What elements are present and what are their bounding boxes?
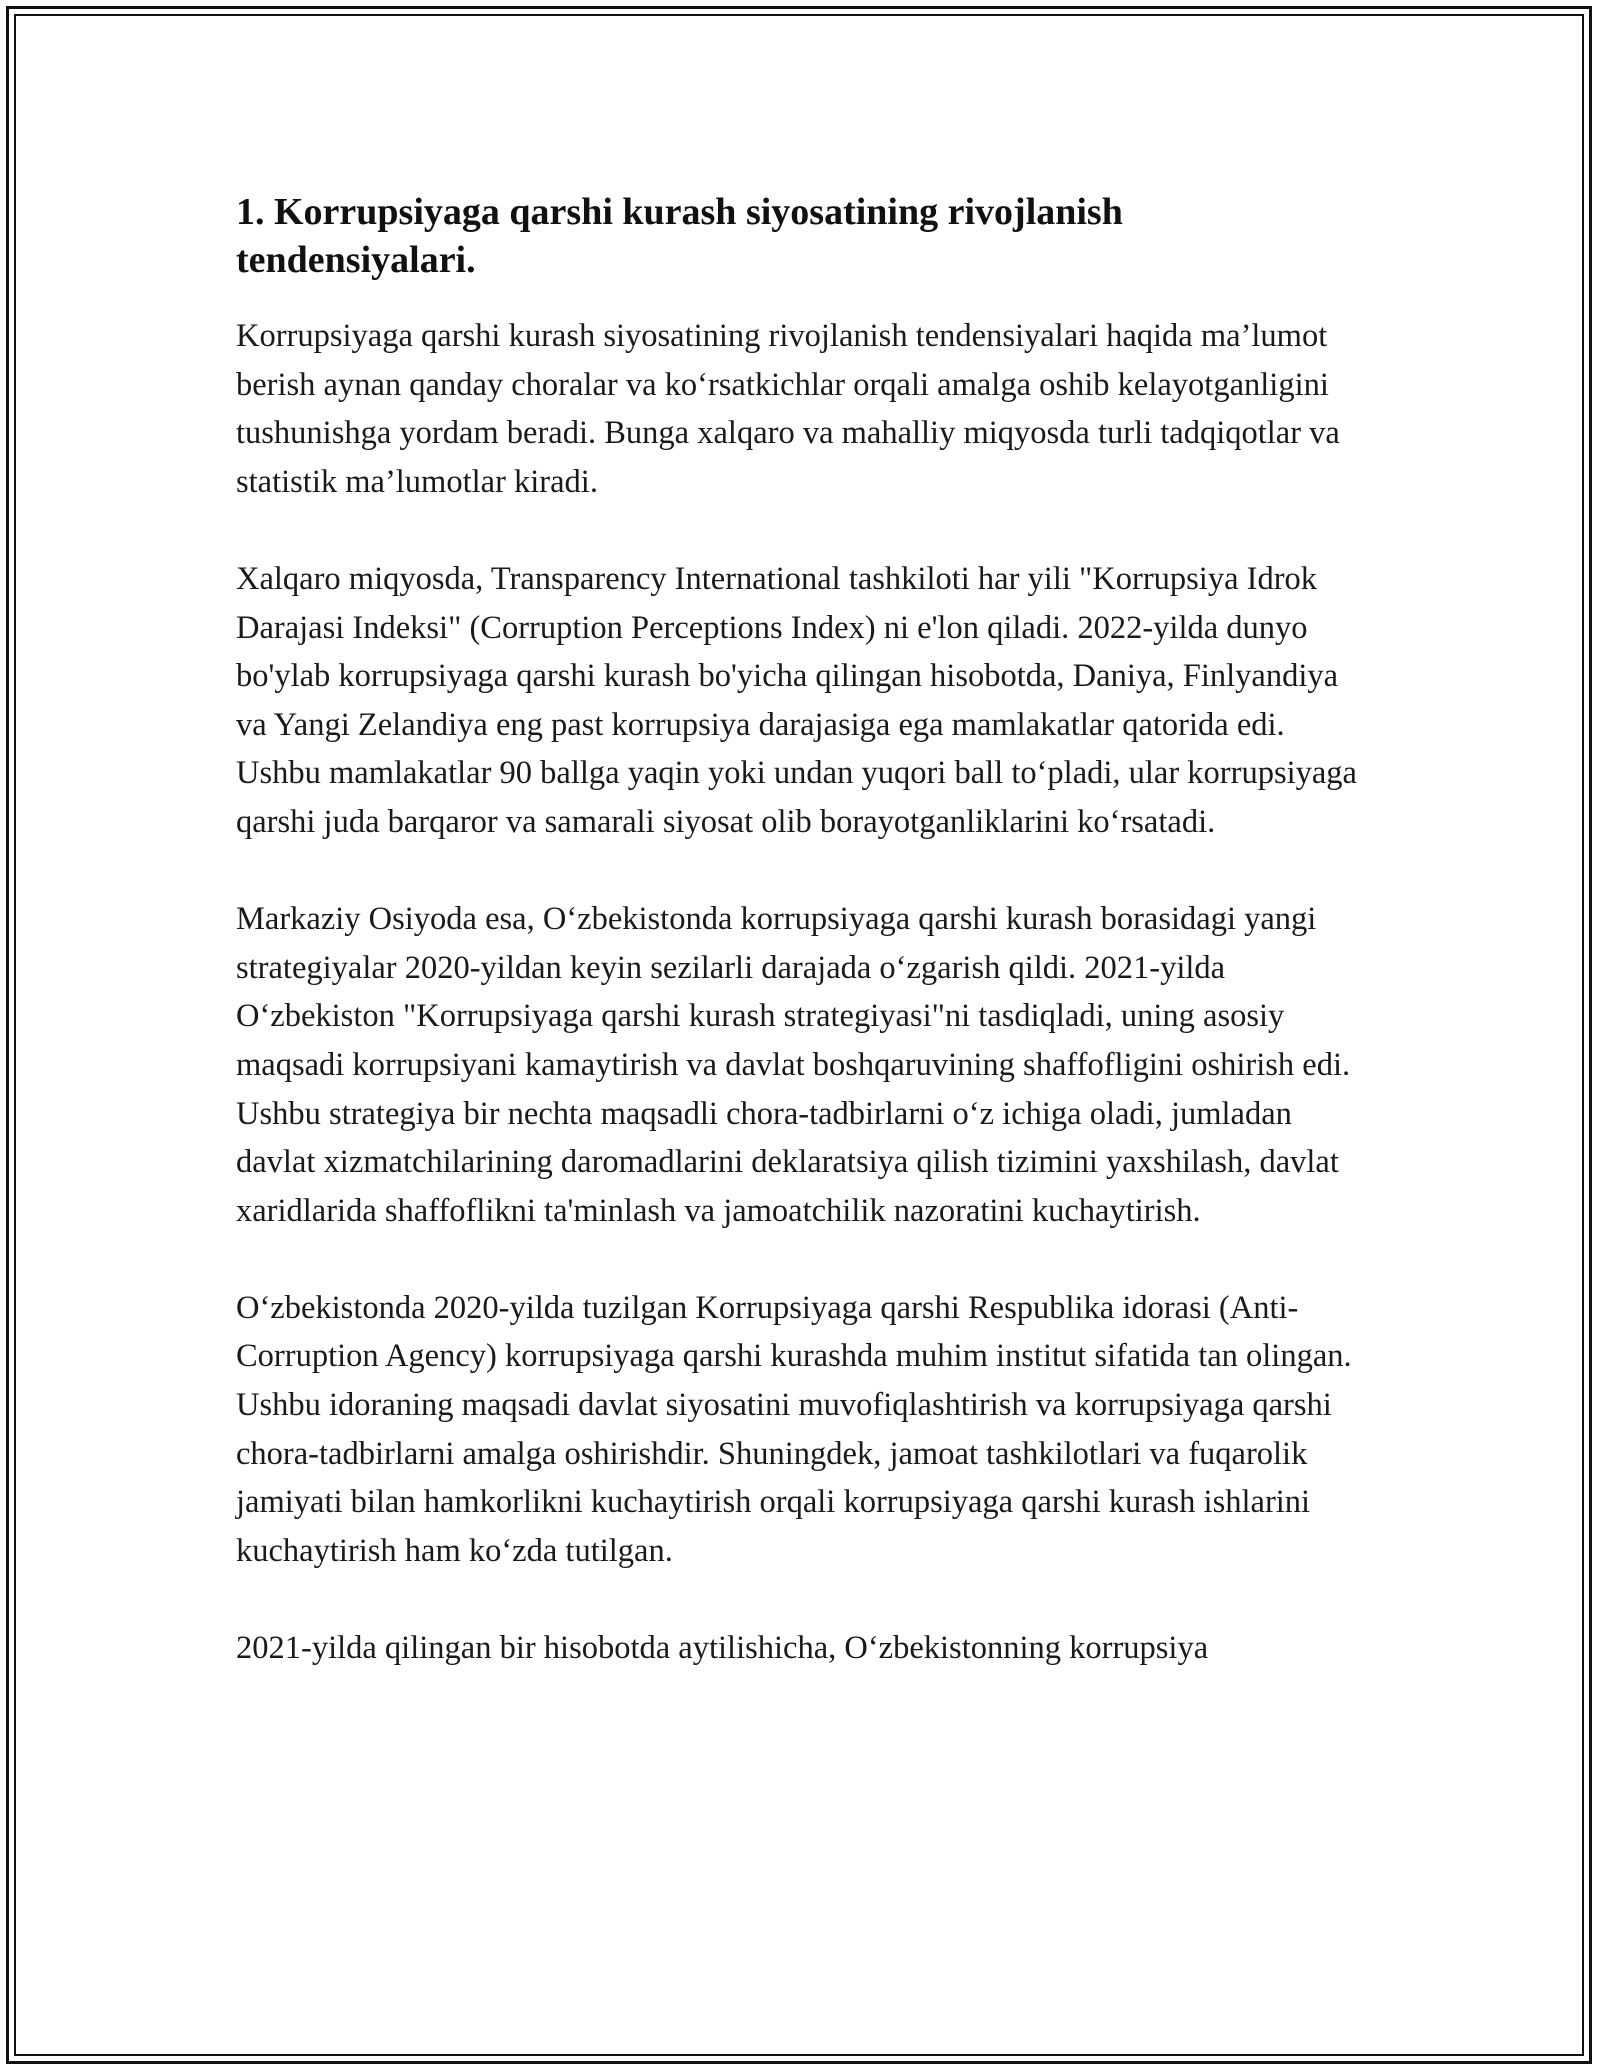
document-page — [236, 188, 1366, 1721]
paragraph-report: 2021-yilda qilingan bir hisobotda aytilishicha, O‘zbekistonning korrupsiya — [236, 1630, 1209, 1667]
paragraph-agency: O‘zbekistonda 2020-yilda tuzilgan Korrupsiyaga qarshi Respublika idorasi (Anti-Corruption Agency) korrupsiyaga qarshi kurashda muhim institut sifatida tan olingan. Ushbu idoraning maqsadi davlat siyosatini muvofiqlashtirish va korrupsiyaga qarshi chora-tadbirlarni amalga oshirishdir. Shuningdek, jamoat tashkilotlari va fuqarolik jamiyati bilan hamkorlikni kuchaytirish orqali korrupsiyaga qarshi kurash ishlarini kuchaytirish ham ko‘zda tutilgan. — [236, 1289, 1352, 1569]
paragraph-international: Xalqaro miqyosda, Transparency International tashkiloti har yili "Korrupsiya Idrok Darajasi Indeksi" (Corruption Perceptions Index) ni e'lon qiladi. 2022-yilda dunyo bo'ylab korrupsiyaga qarshi kurash bo'yicha qilingan hisobotda, Daniya, Finlyandiya va Yangi Zelandiya eng past korrupsiya darajasiga ega mamlakatlar qatorida edi. Ushbu mamlakatlar 90 ballga yaqin yoki undan yuqori ball to‘pladi, ular korrupsiyaga qarshi juda barqaror va samarali siyosat olib borayotganliklarini ko‘rsatadi. — [236, 560, 1357, 840]
paragraph-central-asia: Markaziy Osiyoda esa, O‘zbekistonda korrupsiyaga qarshi kurash borasidagi yangi strategiyalar 2020-yildan keyin sezilarli darajada o‘zgarish qildi. 2021-yilda O‘zbekiston "Korrupsiyaga qarshi kurash strategiyasi"ni tasdiqladi, uning asosiy maqsadi korrupsiyani kamaytirish va davlat boshqaruvining shaffofligini oshirish edi. Ushbu strategiya bir nechta maqsadli chora-tadbirlarni o‘z ichiga oladi, jumladan davlat xizmatchilarining daromadlarini deklaratsiya qilish tizimini yaxshilash, davlat xaridlarida shaffoflikni ta'minlash va jamoatchilik nazoratini kuchaytirish. — [236, 901, 1351, 1229]
paragraph-intro: Korrupsiyaga qarshi kurash siyosatining rivojlanish tendensiyalari haqida ma’lumot berish aynan qanday choralar va ko‘rsatkichlar orqali amalga oshib kelayotganligini tushunishga yordam beradi. Bunga xalqaro va mahalliy miqyosda turli tadqiqotlar va statistik ma’lumotlar kiradi. — [236, 318, 1340, 500]
section-heading: 1. Korrupsiyaga qarshi kurash siyosatining rivojlanish tendensiyalari. — [236, 191, 1123, 281]
